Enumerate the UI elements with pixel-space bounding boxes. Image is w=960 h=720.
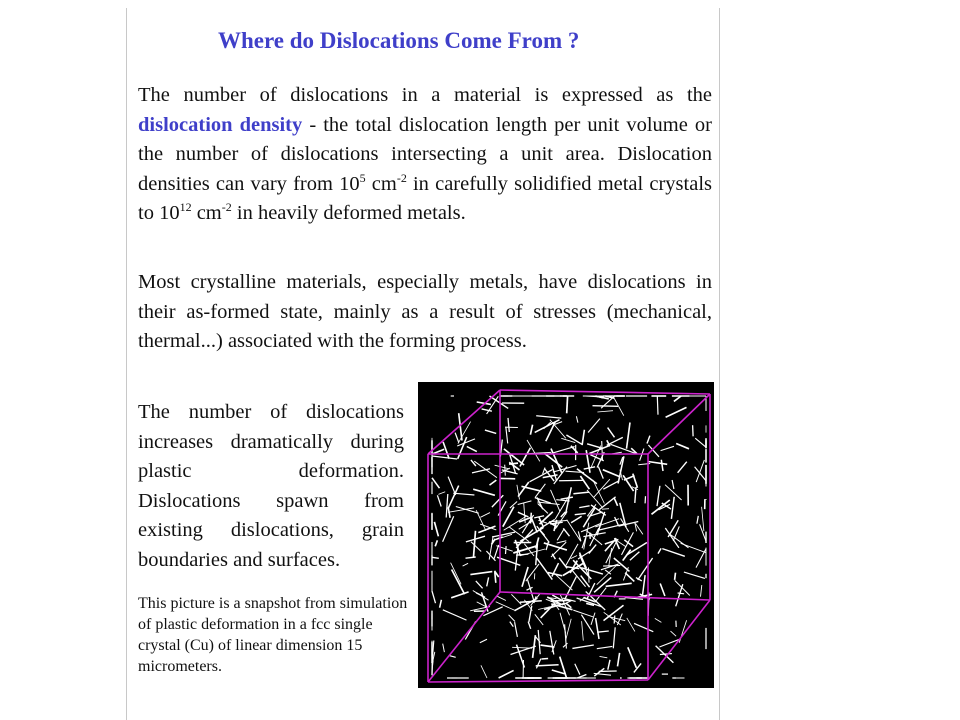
dislocation-simulation-svg xyxy=(418,382,714,688)
dislocation-segment xyxy=(551,600,570,601)
paragraph1-middle: in carefully solidified metal crystals to 10 xyxy=(138,172,713,224)
dislocation-segment xyxy=(602,509,609,510)
dislocation-segment xyxy=(675,573,676,580)
dislocation-segment xyxy=(506,546,507,554)
dislocation-simulation-image xyxy=(418,382,714,688)
dislocation-segment xyxy=(593,406,619,407)
figure-caption: This picture is a snapshot from simulation of plastic deformation in a fcc single crystal (Cu) of linear dimension 15 micrometers. xyxy=(138,595,408,675)
unit-a: cm xyxy=(365,172,397,195)
dislocation-segment xyxy=(542,659,549,660)
dislocation-segment xyxy=(567,396,568,413)
paragraph1-intro: The number of dislocations in a material is expressed as the xyxy=(138,84,712,106)
unit-exponent-b: -2 xyxy=(221,200,232,215)
paragraph-plastic-deformation: The number of dislocations increases dramatically during plastic deformation. Dislocations spawn from existing dislocations, grain boundaries and surfaces. xyxy=(138,401,404,571)
exponent-low: 5 xyxy=(359,170,366,185)
dislocation-segment xyxy=(614,616,615,624)
page-title: Where do Dislocations Come From ? xyxy=(218,28,580,53)
paragraph1-end: in heavily deformed metals. xyxy=(231,202,466,224)
dislocation-segment xyxy=(678,593,685,594)
dislocation-segment xyxy=(693,425,694,436)
paragraph1-definition: - the total dislocation length per unit volume or the number of dislocations intersecting a unit area. Dislocation densities can vary from 10 xyxy=(138,113,712,195)
dislocation-segment xyxy=(432,557,439,558)
exponent-high: 12 xyxy=(179,200,192,215)
unit-exponent-a: -2 xyxy=(396,170,407,185)
paragraph-dislocation-density xyxy=(138,81,712,229)
paragraph-as-formed-state: Most crystalline materials, especially metals, have dislocations in their as-formed state, mainly as a result of stresses (mechanical, thermal...) associated with the forming process. xyxy=(138,271,712,352)
unit-b: cm xyxy=(191,202,222,224)
dislocation-segment xyxy=(657,396,658,415)
dislocation-density-term: dislocation density xyxy=(138,113,303,136)
dislocation-segment xyxy=(432,654,433,676)
